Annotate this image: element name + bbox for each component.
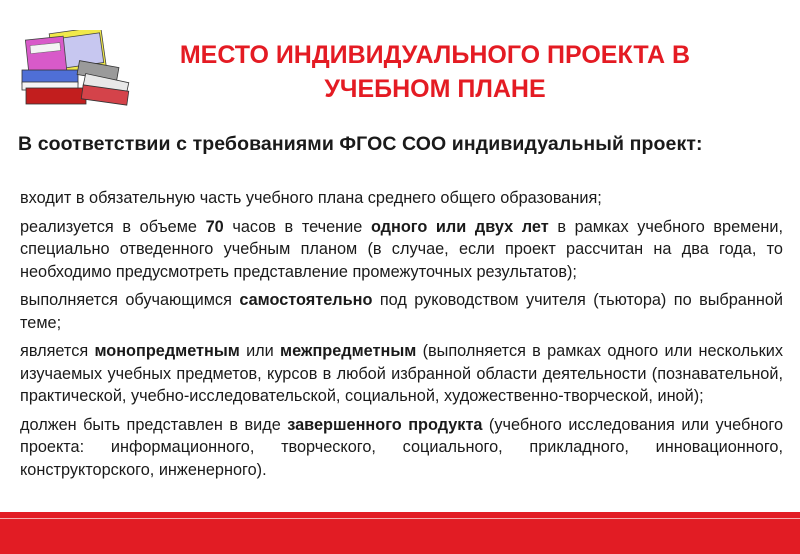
list-item: является монопредметным или межпредметным (выполняется в рамках одного или нескольких изучаемых учебных предметов, курсов в любой избранной области деятельности (познавательной, практической, учебно-исследовательской, социальной, художественно-творческой, иной); — [20, 342, 783, 405]
footer-bar — [0, 512, 800, 554]
intro-heading: В соответствии с требованиями ФГОС СОО индивидуальный проект: — [18, 133, 703, 155]
list-item: выполняется обучающимся самостоятельно под руководством учителя (тьютора) по выбранной теме; — [20, 291, 783, 332]
list-item: входит в обязательную часть учебного плана среднего общего образования; — [20, 189, 602, 207]
list-item: должен быть представлен в виде завершенного продукта (учебного исследования или учебного проекта: информационного, творческого, социального, прикладного, инновационного, конструкторского, инженерного). — [20, 415, 783, 479]
bullet-list — [4, 187, 783, 487]
page-title — [130, 38, 740, 106]
list-item: реализуется в объеме 70 часов в течение одного или двух лет в рамках учебного времени, специально отведенного учебным планом (в случае, если проект рассчитан на два года, то необходимо предусмотреть представление промежуточных результатов); — [20, 217, 783, 281]
books-clipart-icon — [18, 30, 133, 108]
title-line-1: МЕСТО ИНДИВИДУАЛЬНОГО ПРОЕКТА В — [179, 41, 691, 69]
title-line-2: УЧЕБНОМ ПЛАНЕ — [324, 75, 546, 103]
